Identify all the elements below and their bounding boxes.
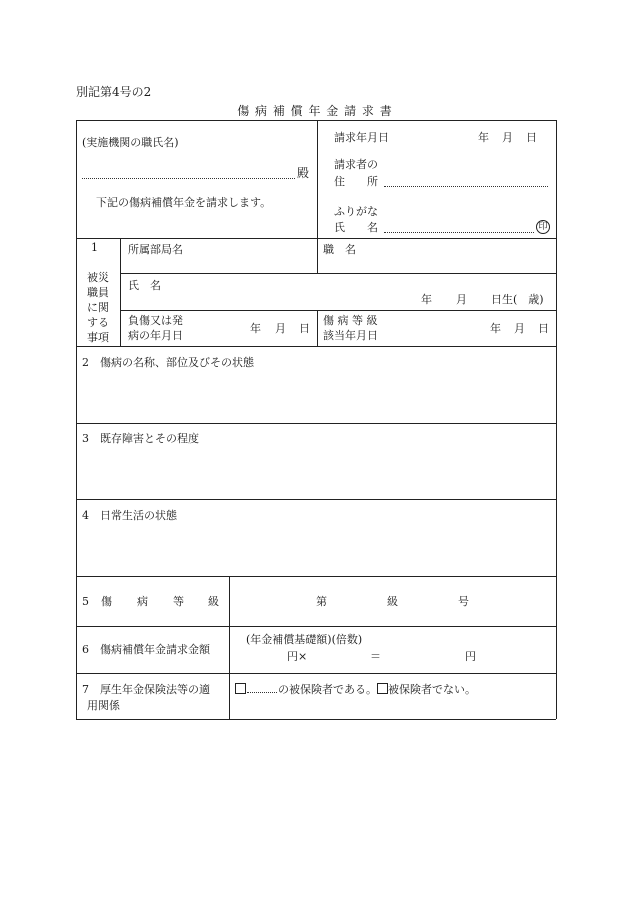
section4-field[interactable] xyxy=(80,525,552,573)
section3-field[interactable] xyxy=(80,448,552,496)
section1-label-2: 職員 xyxy=(87,286,109,299)
section5-number: 5 xyxy=(82,595,89,608)
injury-day: 日 xyxy=(299,322,310,335)
section2-label: 2 傷病の名称、部位及びその状態 xyxy=(82,356,254,369)
grade-date-label-2: 該当年月日 xyxy=(323,329,378,342)
section2-field[interactable] xyxy=(80,372,552,420)
section1-label-1: 被災 xyxy=(87,271,109,284)
birth-day-age: 日生( 歳) xyxy=(491,293,544,306)
applicant-label: 請求者の xyxy=(334,158,378,171)
section4-label: 4 日常生活の状態 xyxy=(82,509,177,522)
section5-label-1: 傷 xyxy=(101,595,112,608)
official-label: (実施機関の職氏名) xyxy=(82,136,179,149)
not-insured-option-text: 被保険者でない。 xyxy=(388,683,476,696)
grade-day: 日 xyxy=(538,322,549,335)
section1-label-3: に関 xyxy=(87,301,109,314)
birth-month: 月 xyxy=(456,293,467,306)
form-title: 傷 病 補 償 年 金 請 求 書 xyxy=(237,104,393,118)
injury-date-label-1: 負傷又は発 xyxy=(128,314,183,327)
section5-label-4: 級 xyxy=(208,595,219,608)
formula-yen-times: 円× xyxy=(287,650,308,663)
injury-date-label-2: 病の年月日 xyxy=(128,329,183,342)
insured-checkbox[interactable] xyxy=(235,683,246,694)
formula-header: (年金補償基礎額)(倍数) xyxy=(246,633,363,646)
grade-month: 月 xyxy=(514,322,525,335)
formula-equals: ＝ xyxy=(370,650,381,663)
request-statement: 下記の傷病補償年金を請求します。 xyxy=(96,196,272,209)
section6-label: 6 傷病補償年金請求金額 xyxy=(82,643,210,656)
department-label: 所属部局名 xyxy=(128,243,183,256)
section5-label-3: 等 xyxy=(173,595,184,608)
formula-yen: 円 xyxy=(465,650,476,663)
request-date-year: 年 xyxy=(478,131,489,144)
grade-year: 年 xyxy=(490,322,501,335)
seal-icon: 印 xyxy=(536,220,550,234)
section1-label-4: する xyxy=(87,316,109,329)
addressee-field[interactable] xyxy=(82,178,295,179)
position-label: 職 名 xyxy=(323,243,356,256)
address-field[interactable] xyxy=(384,186,548,187)
insured-option[interactable] xyxy=(235,683,476,696)
section7-label-1: 7 厚生年金保険法等の適 xyxy=(82,683,210,696)
birth-year: 年 xyxy=(421,293,432,306)
section1-number: 1 xyxy=(91,241,98,254)
insurance-type-field[interactable] xyxy=(247,684,277,693)
not-insured-checkbox[interactable] xyxy=(377,683,388,694)
insured-option-text: の被保険者である。 xyxy=(278,683,377,696)
grade-go: 号 xyxy=(458,595,469,608)
request-date-month: 月 xyxy=(502,131,513,144)
applicant-name-field[interactable] xyxy=(384,232,534,233)
form-number: 別記第4号の2 xyxy=(76,85,152,99)
victim-name-label: 氏 名 xyxy=(128,279,161,292)
address-label: 住 所 xyxy=(334,175,378,188)
section3-label: 3 既存障害とその程度 xyxy=(82,432,199,445)
applicant-name-label: 氏 名 xyxy=(334,221,378,234)
injury-month: 月 xyxy=(275,322,286,335)
grade-kyu: 級 xyxy=(387,595,398,608)
injury-year: 年 xyxy=(250,322,261,335)
section5-label-2: 病 xyxy=(137,595,148,608)
request-date-day: 日 xyxy=(526,131,537,144)
request-date-label: 請求年月日 xyxy=(334,131,389,144)
grade-date-label-1: 傷 病 等 級 xyxy=(323,314,378,327)
section7-label-2: 用関係 xyxy=(87,699,120,712)
section1-label-5: 事項 xyxy=(87,331,109,344)
addressee-suffix: 殿 xyxy=(297,166,310,180)
furigana-label: ふりがな xyxy=(334,205,378,218)
grade-dai: 第 xyxy=(316,595,327,608)
